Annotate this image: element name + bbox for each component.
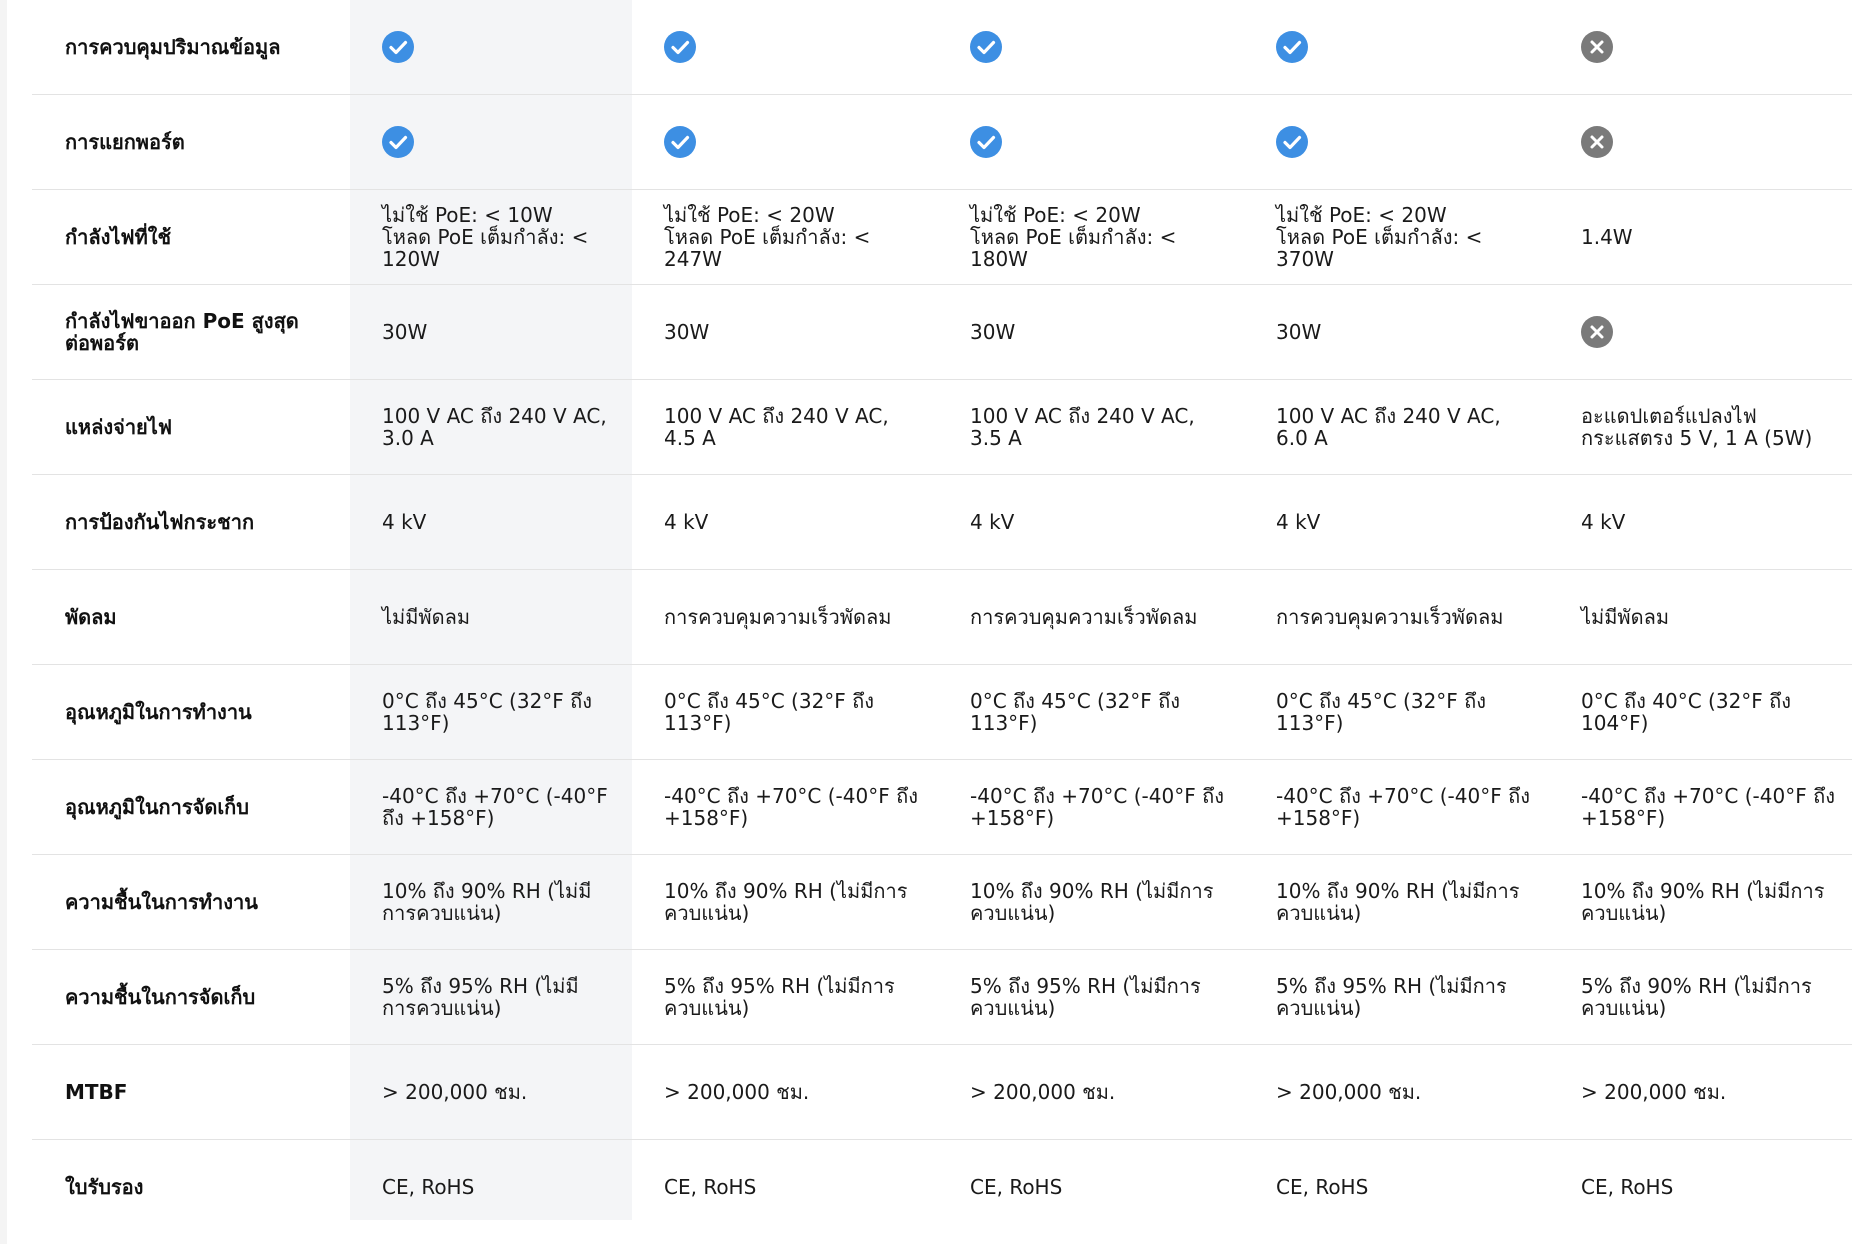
- cell-value: 100 V AC ถึง 240 V AC, 3.0 A: [382, 404, 607, 450]
- row-label: [65, 0, 345, 94]
- row-label: [65, 95, 345, 189]
- table-cell: [1276, 95, 1566, 189]
- table-row: [32, 190, 1852, 285]
- cell-value: CE, RoHS: [664, 1175, 757, 1199]
- table-cell: [1581, 760, 1851, 854]
- x-circle-icon: [1581, 31, 1613, 63]
- row-label-text: พัดลม: [65, 605, 117, 629]
- table-cell: [382, 760, 644, 854]
- table-cell: [382, 190, 644, 284]
- cell-value: การควบคุมความเร็วพัดลม: [1276, 605, 1504, 629]
- cell-value: ไม่มีพัดลม: [1581, 605, 1670, 629]
- cell-value: CE, RoHS: [1581, 1175, 1674, 1199]
- table-cell: [1276, 0, 1566, 94]
- table-cell: [382, 0, 644, 94]
- table-cell: [382, 1045, 644, 1139]
- table-cell: [970, 760, 1260, 854]
- table-cell: [1276, 855, 1566, 949]
- cell-value: 0°C ถึง 45°C (32°F ถึง 113°F): [1276, 689, 1487, 735]
- table-cell: [664, 380, 954, 474]
- table-cell: [1581, 285, 1851, 379]
- cell-value: -40°C ถึง +70°C (-40°F ถึง +158°F): [1276, 784, 1530, 830]
- cell-value: 10% ถึง 90% RH (ไม่มีการ ควบแน่น): [664, 879, 908, 925]
- table-cell: [382, 855, 644, 949]
- cell-value: ไม่ใช้ PoE: < 20W โหลด PoE เต็มกำลัง: < 180W: [970, 203, 1177, 271]
- table-cell: [1581, 570, 1851, 664]
- cell-value: 0°C ถึง 45°C (32°F ถึง 113°F): [970, 689, 1181, 735]
- table-row: [32, 0, 1852, 95]
- cell-value: > 200,000 ชม.: [970, 1080, 1116, 1104]
- table-row: [32, 95, 1852, 190]
- table-cell: [664, 1045, 954, 1139]
- cell-value: 5% ถึง 95% RH (ไม่มีการ ควบแน่น): [1276, 974, 1507, 1020]
- table-cell: [382, 665, 644, 759]
- table-cell: [664, 95, 954, 189]
- table-cell: [664, 855, 954, 949]
- cell-value: 5% ถึง 95% RH (ไม่มีการ ควบแน่น): [970, 974, 1201, 1020]
- table-cell: [664, 760, 954, 854]
- table-cell: [1581, 1140, 1851, 1234]
- check-circle-icon: [664, 31, 696, 63]
- table-cell: [382, 1140, 644, 1234]
- table-cell: [1581, 0, 1851, 94]
- table-cell: [664, 475, 954, 569]
- table-cell: [1581, 855, 1851, 949]
- check-circle-icon: [382, 126, 414, 158]
- table-cell: [970, 570, 1260, 664]
- row-label: [65, 285, 345, 379]
- row-label: [65, 760, 345, 854]
- row-label-text: อุณหภูมิในการจัดเก็บ: [65, 795, 249, 819]
- row-label-text: การควบคุมปริมาณข้อมูล: [65, 35, 281, 59]
- row-label-text: MTBF: [65, 1080, 128, 1104]
- table-row: [32, 570, 1852, 665]
- cell-value: > 200,000 ชม.: [382, 1080, 528, 1104]
- cell-value: 5% ถึง 90% RH (ไม่มีการ ควบแน่น): [1581, 974, 1812, 1020]
- cell-value: 0°C ถึง 45°C (32°F ถึง 113°F): [664, 689, 875, 735]
- row-label: [65, 1140, 345, 1234]
- table-row: [32, 475, 1852, 570]
- table-cell: [1276, 1140, 1566, 1234]
- spec-comparison-table: [32, 0, 1852, 1234]
- table-cell: [1276, 665, 1566, 759]
- check-circle-icon: [1276, 126, 1308, 158]
- table-cell: [1581, 475, 1851, 569]
- row-label: [65, 475, 345, 569]
- table-cell: [1581, 665, 1851, 759]
- cell-value: การควบคุมความเร็วพัดลม: [970, 605, 1198, 629]
- cell-value: CE, RoHS: [382, 1175, 475, 1199]
- row-label: [65, 855, 345, 949]
- table-cell: [1276, 570, 1566, 664]
- table-cell: [664, 190, 954, 284]
- row-label: [65, 190, 345, 284]
- cell-value: 0°C ถึง 40°C (32°F ถึง 104°F): [1581, 689, 1792, 735]
- row-label-text: อุณหภูมิในการทำงาน: [65, 700, 252, 724]
- cell-value: 4 kV: [1581, 510, 1626, 534]
- cell-value: 10% ถึง 90% RH (ไม่มีการ ควบแน่น): [1581, 879, 1825, 925]
- x-circle-icon: [1581, 126, 1613, 158]
- cell-value: 4 kV: [1276, 510, 1321, 534]
- table-cell: [970, 380, 1260, 474]
- row-label-text: กำลังไฟที่ใช้: [65, 225, 172, 249]
- check-circle-icon: [970, 31, 1002, 63]
- cell-value: ไม่ใช้ PoE: < 10W โหลด PoE เต็มกำลัง: < 120W: [382, 203, 589, 271]
- table-cell: [970, 855, 1260, 949]
- cell-value: 5% ถึง 95% RH (ไม่มีการ ควบแน่น): [664, 974, 895, 1020]
- cell-value: 30W: [1276, 320, 1322, 344]
- table-row: [32, 1140, 1852, 1234]
- cell-value: 30W: [970, 320, 1016, 344]
- table-cell: [1276, 380, 1566, 474]
- check-circle-icon: [382, 31, 414, 63]
- cell-value: ไม่ใช้ PoE: < 20W โหลด PoE เต็มกำลัง: < 370W: [1276, 203, 1483, 271]
- check-circle-icon: [970, 126, 1002, 158]
- table-cell: [1276, 190, 1566, 284]
- cell-value: -40°C ถึง +70°C (-40°F ถึง +158°F): [970, 784, 1224, 830]
- table-cell: [970, 95, 1260, 189]
- cell-value: > 200,000 ชม.: [664, 1080, 810, 1104]
- row-label: [65, 1045, 345, 1139]
- cell-value: ไม่มีพัดลม: [382, 605, 471, 629]
- row-label-text: ใบรับรอง: [65, 1175, 144, 1199]
- table-cell: [970, 190, 1260, 284]
- table-cell: [970, 1045, 1260, 1139]
- cell-value: CE, RoHS: [1276, 1175, 1369, 1199]
- table-cell: [664, 1140, 954, 1234]
- cell-value: 4 kV: [970, 510, 1015, 534]
- cell-value: CE, RoHS: [970, 1175, 1063, 1199]
- cell-value: 0°C ถึง 45°C (32°F ถึง 113°F): [382, 689, 593, 735]
- table-row: [32, 285, 1852, 380]
- table-cell: [664, 285, 954, 379]
- table-cell: [1276, 475, 1566, 569]
- cell-value: 10% ถึง 90% RH (ไม่มี การควบแน่น): [382, 879, 592, 925]
- row-label-text: การป้องกันไฟกระชาก: [65, 510, 255, 534]
- table-cell: [1276, 285, 1566, 379]
- cell-value: 10% ถึง 90% RH (ไม่มีการ ควบแน่น): [970, 879, 1214, 925]
- table-row: [32, 950, 1852, 1045]
- table-row: [32, 760, 1852, 855]
- table-cell: [382, 285, 644, 379]
- left-edge-strip: [0, 0, 7, 1244]
- cell-value: -40°C ถึง +70°C (-40°F ถึง +158°F): [1581, 784, 1835, 830]
- cell-value: อะแดปเตอร์แปลงไฟ กระแสตรง 5 V, 1 A (5W): [1581, 404, 1813, 450]
- table-cell: [664, 665, 954, 759]
- table-cell: [664, 0, 954, 94]
- table-cell: [382, 570, 644, 664]
- cell-value: ไม่ใช้ PoE: < 20W โหลด PoE เต็มกำลัง: < 247W: [664, 203, 871, 271]
- table-cell: [382, 950, 644, 1044]
- table-row: [32, 380, 1852, 475]
- table-cell: [1581, 95, 1851, 189]
- row-label-text: ความชื้นในการทำงาน: [65, 890, 258, 914]
- table-cell: [1276, 760, 1566, 854]
- table-cell: [1581, 1045, 1851, 1139]
- row-label-text: กำลังไฟขาออก PoE สูงสุด ต่อพอร์ต: [65, 309, 299, 355]
- table-cell: [970, 285, 1260, 379]
- cell-value: > 200,000 ชม.: [1276, 1080, 1422, 1104]
- table-row: [32, 665, 1852, 760]
- table-cell: [382, 380, 644, 474]
- table-cell: [970, 950, 1260, 1044]
- table-cell: [382, 475, 644, 569]
- cell-value: 5% ถึง 95% RH (ไม่มี การควบแน่น): [382, 974, 579, 1020]
- cell-value: 100 V AC ถึง 240 V AC, 6.0 A: [1276, 404, 1501, 450]
- table-cell: [970, 0, 1260, 94]
- cell-value: > 200,000 ชม.: [1581, 1080, 1727, 1104]
- cell-value: 4 kV: [382, 510, 427, 534]
- cell-value: 10% ถึง 90% RH (ไม่มีการ ควบแน่น): [1276, 879, 1520, 925]
- cell-value: -40°C ถึง +70°C (-40°F ถึง +158°F): [664, 784, 918, 830]
- check-circle-icon: [1276, 31, 1308, 63]
- table-cell: [1276, 1045, 1566, 1139]
- table-cell: [970, 475, 1260, 569]
- table-cell: [664, 570, 954, 664]
- cell-value: 30W: [382, 320, 428, 344]
- table-cell: [1276, 950, 1566, 1044]
- table-row: [32, 855, 1852, 950]
- table-cell: [664, 950, 954, 1044]
- cell-value: 1.4W: [1581, 225, 1633, 249]
- cell-value: 30W: [664, 320, 710, 344]
- table-cell: [1581, 950, 1851, 1044]
- row-label-text: การแยกพอร์ต: [65, 130, 185, 154]
- table-cell: [382, 95, 644, 189]
- table-cell: [1581, 380, 1851, 474]
- table-cell: [1581, 190, 1851, 284]
- row-label: [65, 570, 345, 664]
- cell-value: 100 V AC ถึง 240 V AC, 4.5 A: [664, 404, 889, 450]
- table-cell: [970, 1140, 1260, 1234]
- cell-value: การควบคุมความเร็วพัดลม: [664, 605, 892, 629]
- row-label: [65, 665, 345, 759]
- row-label-text: แหล่งจ่ายไฟ: [65, 415, 172, 439]
- cell-value: 100 V AC ถึง 240 V AC, 3.5 A: [970, 404, 1195, 450]
- row-label-text: ความชื้นในการจัดเก็บ: [65, 985, 256, 1009]
- cell-value: 4 kV: [664, 510, 709, 534]
- row-label: [65, 380, 345, 474]
- check-circle-icon: [664, 126, 696, 158]
- table-row: [32, 1045, 1852, 1140]
- row-label: [65, 950, 345, 1044]
- x-circle-icon: [1581, 316, 1613, 348]
- table-cell: [970, 665, 1260, 759]
- cell-value: -40°C ถึง +70°C (-40°F ถึง +158°F): [382, 784, 608, 830]
